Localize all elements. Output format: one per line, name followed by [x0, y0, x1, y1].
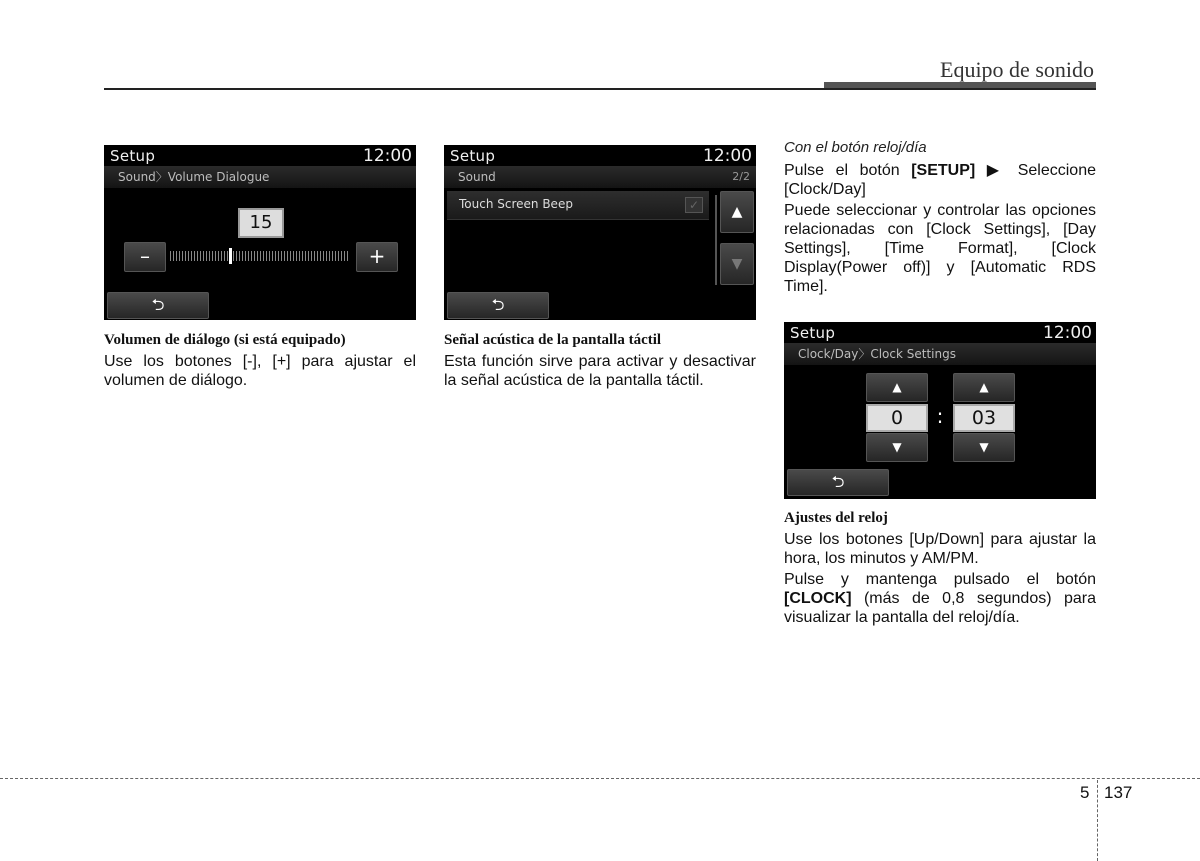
screen-clock: 12:00 — [363, 146, 412, 166]
touch-beep-label: Touch Screen Beep — [459, 197, 573, 211]
hour-value: 0 — [890, 407, 904, 429]
hour-down-button[interactable]: ▼ — [866, 433, 928, 462]
footer-rule — [0, 778, 1200, 779]
breadcrumb: Sound〉Volume Dialogue — [104, 166, 416, 188]
screen-title: Setup — [790, 324, 836, 342]
back-button[interactable]: ⮌ — [787, 469, 889, 496]
hour-up-button[interactable]: ▲ — [866, 373, 928, 402]
back-button[interactable]: ⮌ — [447, 292, 549, 319]
setup-text-c: ▶ Seleccione [Clock/Day] — [784, 162, 1096, 198]
volume-caption: Volumen de diálogo (si está equipado) — [104, 332, 346, 348]
breadcrumb: Clock/Day〉Clock Settings — [784, 343, 1096, 365]
time-colon: : — [936, 404, 944, 428]
volume-text: Use los botones [-], [+] para ajustar el volumen de diálogo. — [104, 353, 416, 389]
page-number: 137 — [1104, 783, 1133, 802]
screen-clock: 12:00 — [1043, 323, 1092, 343]
header-rule — [104, 88, 1096, 90]
section-title: Equipo de sonido — [940, 57, 1094, 82]
volume-dialogue-screen — [104, 145, 416, 320]
touch-beep-screen — [444, 145, 756, 320]
screen-clock: 12:00 — [703, 146, 752, 166]
setup-instruction — [784, 161, 1096, 199]
scroll-down-button[interactable]: ▼ — [720, 243, 754, 285]
hour-field[interactable] — [866, 404, 928, 432]
clock-button-text — [784, 570, 1096, 627]
minute-field[interactable] — [953, 404, 1015, 432]
scroll-up-button[interactable]: ▲ — [720, 191, 754, 233]
volume-value-box — [238, 208, 284, 238]
volume-value: 15 — [249, 212, 273, 233]
minute-up-button[interactable]: ▲ — [953, 373, 1015, 402]
scrollbar[interactable] — [715, 195, 717, 285]
page-indicator: 2/2 — [732, 170, 750, 183]
clock-heading: Con el botón reloj/día — [784, 139, 927, 156]
clock-text-c: (más de 0,8 segundos) para visualizar la pantalla del reloj/día. — [784, 590, 1096, 626]
clock-text-a: Pulse y mantenga pulsado el botón — [784, 571, 1096, 588]
updown-text: Use los botones [Up/Down] para ajustar la hora, los minutos y AM/PM. — [784, 531, 1096, 567]
touch-beep-item[interactable] — [447, 191, 709, 220]
clock-caption: Ajustes del reloj — [784, 510, 888, 526]
setup-text-a: Pulse el botón — [784, 162, 912, 179]
screen-title: Setup — [450, 147, 496, 165]
clock-settings-screen — [784, 322, 1096, 499]
breadcrumb: Sound — [444, 166, 756, 188]
volume-plus-button[interactable]: + — [356, 242, 398, 272]
beep-text: Esta función sirve para activar y desactivar la señal acústica de la pantalla táctil. — [444, 353, 756, 389]
checkbox-icon[interactable]: ✓ — [685, 197, 703, 213]
volume-slider-thumb[interactable] — [229, 248, 232, 264]
setup-key: [SETUP] — [911, 162, 976, 179]
clock-options-text: Puede seleccionar y controlar las opciones relacionadas con [Clock Settings], [Day Settings], [Time Format], [Clock Display(Power off)] y [Automatic RDS Time]. — [784, 202, 1096, 295]
chapter-number: 5 — [1080, 783, 1090, 802]
back-button[interactable]: ⮌ — [107, 292, 209, 319]
screen-title: Setup — [110, 147, 156, 165]
footer-divider — [1097, 780, 1098, 861]
beep-caption: Señal acústica de la pantalla táctil — [444, 332, 662, 348]
volume-slider[interactable] — [170, 251, 350, 261]
volume-minus-button[interactable]: – — [124, 242, 166, 272]
minute-down-button[interactable]: ▼ — [953, 433, 1015, 462]
clock-key: [CLOCK] — [784, 590, 852, 607]
minute-value: 03 — [971, 407, 997, 429]
